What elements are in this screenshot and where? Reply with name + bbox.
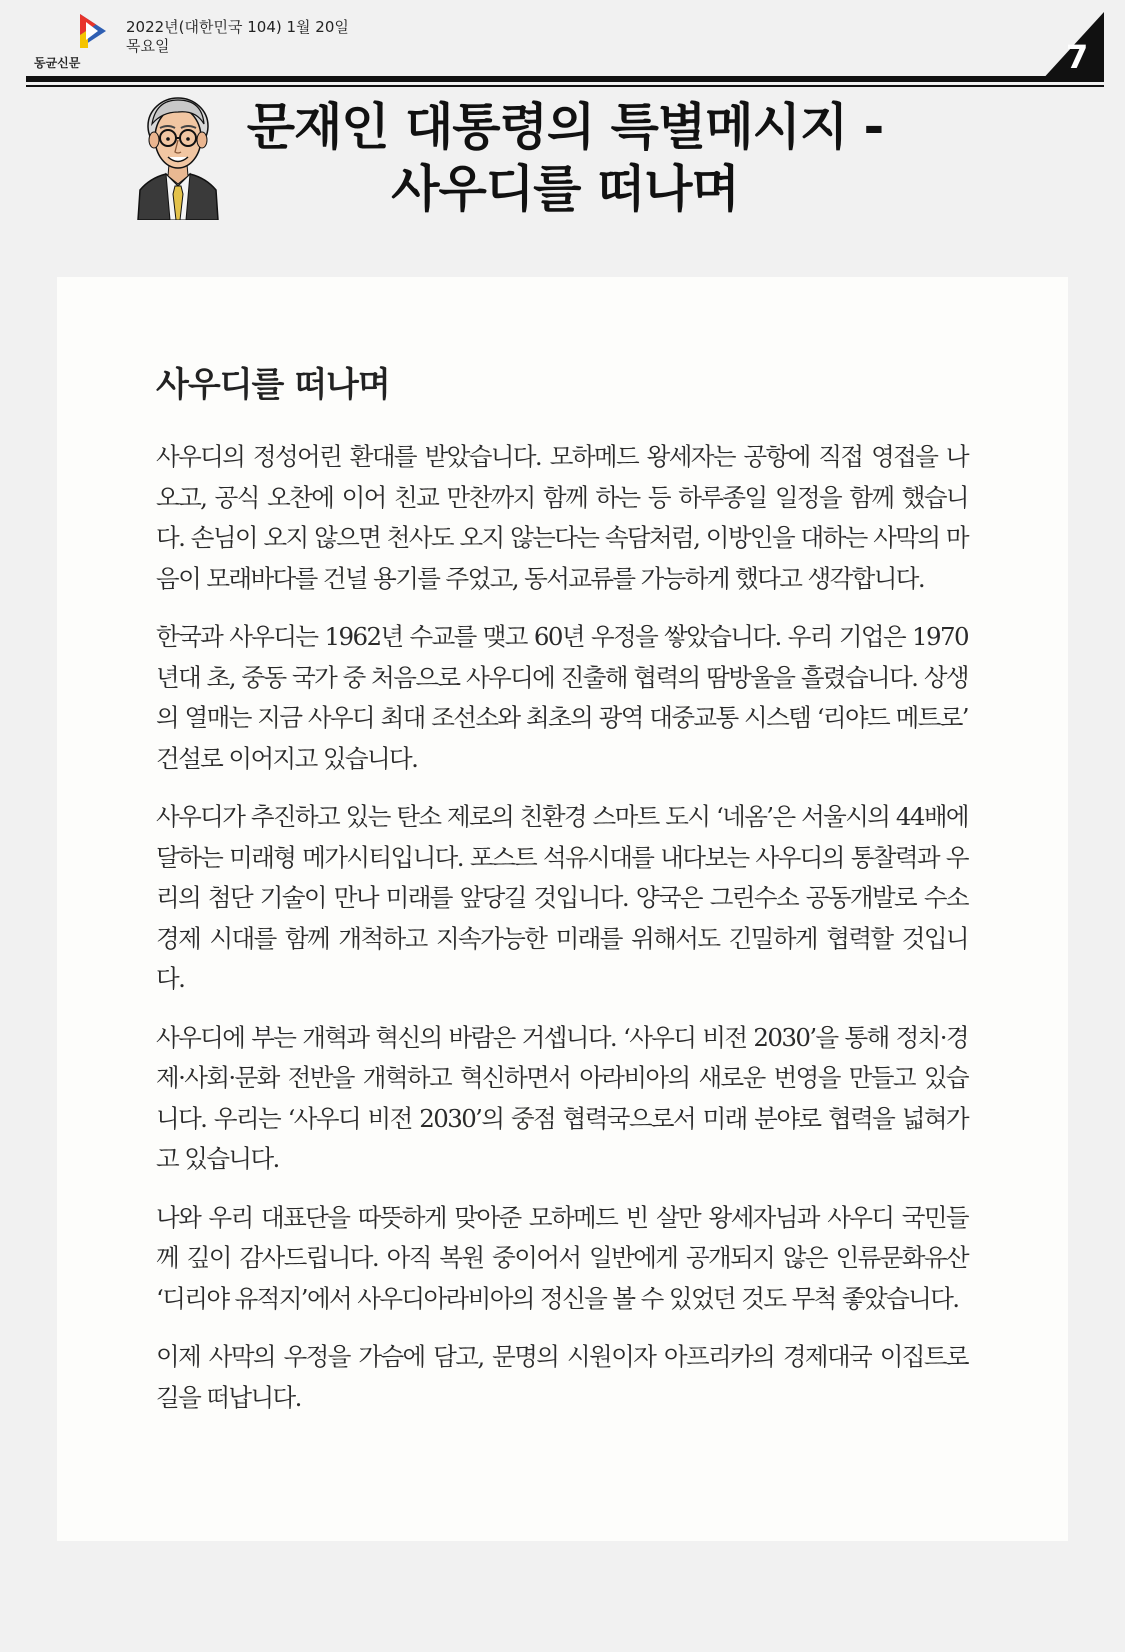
article-paragraph: 사우디의 정성어린 환대를 받았습니다. 모하메드 왕세자는 공항에 직접 영접을 나오고, 공식 오찬에 이어 친교 만찬까지 함께 하는 등 하루종일 일정을 함께 했습니다. 손님이 오지 않으면 천사도 오지 않는다는 속담처럼, 이방인을 대하는 사막의 마음이 모래바다를 건널 용기를 주었고, 동서교류를 가능하게 했다고 생각합니다. bbox=[156, 442, 968, 593]
article-paragraph: 이제 사막의 우정을 가슴에 담고, 문명의 시원이자 아프리카의 경제대국 이집트로 길을 떠납니다. bbox=[156, 1342, 968, 1412]
header-rule-thick bbox=[26, 76, 1104, 82]
article-body bbox=[156, 437, 968, 1436]
page-number: 7 bbox=[1066, 38, 1089, 76]
header-rule-thin bbox=[26, 85, 1104, 87]
headline-line-1: 문재인 대통령의 특별메시지 - bbox=[246, 98, 884, 156]
page-headline bbox=[230, 96, 900, 220]
play-triangle-logo-icon bbox=[78, 12, 108, 50]
article-paragraph: 한국과 사우디는 1962년 수교를 맺고 60년 우정을 쌓았습니다. 우리 기업은 1970년대 초, 중동 국가 중 처음으로 사우디에 진출해 협력의 땀방울을 흘렸습니다. 상생의 열매는 지금 사우디 최대 조선소와 최초의 광역 대중교통 시스템 ‘리야드 메트로’ 건설로 이어지고 있습니다. bbox=[156, 622, 968, 773]
issue-date bbox=[126, 18, 349, 56]
article-paragraph: 사우디가 추진하고 있는 탄소 제로의 친환경 스마트 도시 ‘네옴’은 서울시의 44배에 달하는 미래형 메가시티입니다. 포스트 석유시대를 내다보는 사우디의 통찰력과 우리의 첨단 기술이 만나 미래를 앞당길 것입니다. 양국은 그린수소 공동개발로 수소경제 시대를 함께 개척하고 지속가능한 미래를 위해서도 긴밀하게 협력할 것입니다. bbox=[156, 802, 968, 993]
article-paragraph: 사우디에 부는 개혁과 혁신의 바람은 거셉니다. ‘사우디 비전 2030’을 통해 정치·경제·사회·문화 전반을 개혁하고 혁신하면서 아라비아의 새로운 번영을 만들고 있습니다. 우리는 ‘사우디 비전 2030’의 중점 협력국으로서 미래 분야로 협력을 넓혀가고 있습니다. bbox=[156, 1022, 968, 1173]
weekday-text: 목요일 bbox=[126, 37, 170, 55]
newspaper-logo[interactable] bbox=[30, 10, 110, 70]
headline-line-2: 사우디를 떠나며 bbox=[391, 160, 739, 218]
date-text: 2022년(대한민국 104) 1월 20일 bbox=[126, 18, 349, 36]
article-paragraph: 나와 우리 대표단을 따뜻하게 맞아준 모하메드 빈 살만 왕세자님과 사우디 국민들께 깊이 감사드립니다. 아직 복원 중이어서 일반에게 공개되지 않은 인류문화유산 ‘디리야 유적지’에서 사우디아라비아의 정신을 볼 수 있었던 것도 무척 좋았습니다. bbox=[156, 1202, 968, 1313]
article-title: 사우디를 떠나며 bbox=[156, 365, 390, 405]
article-card bbox=[57, 277, 1068, 1541]
logo-text: 동균신문 bbox=[34, 56, 81, 70]
page-header bbox=[0, 0, 1125, 92]
president-caricature-icon bbox=[136, 94, 220, 220]
